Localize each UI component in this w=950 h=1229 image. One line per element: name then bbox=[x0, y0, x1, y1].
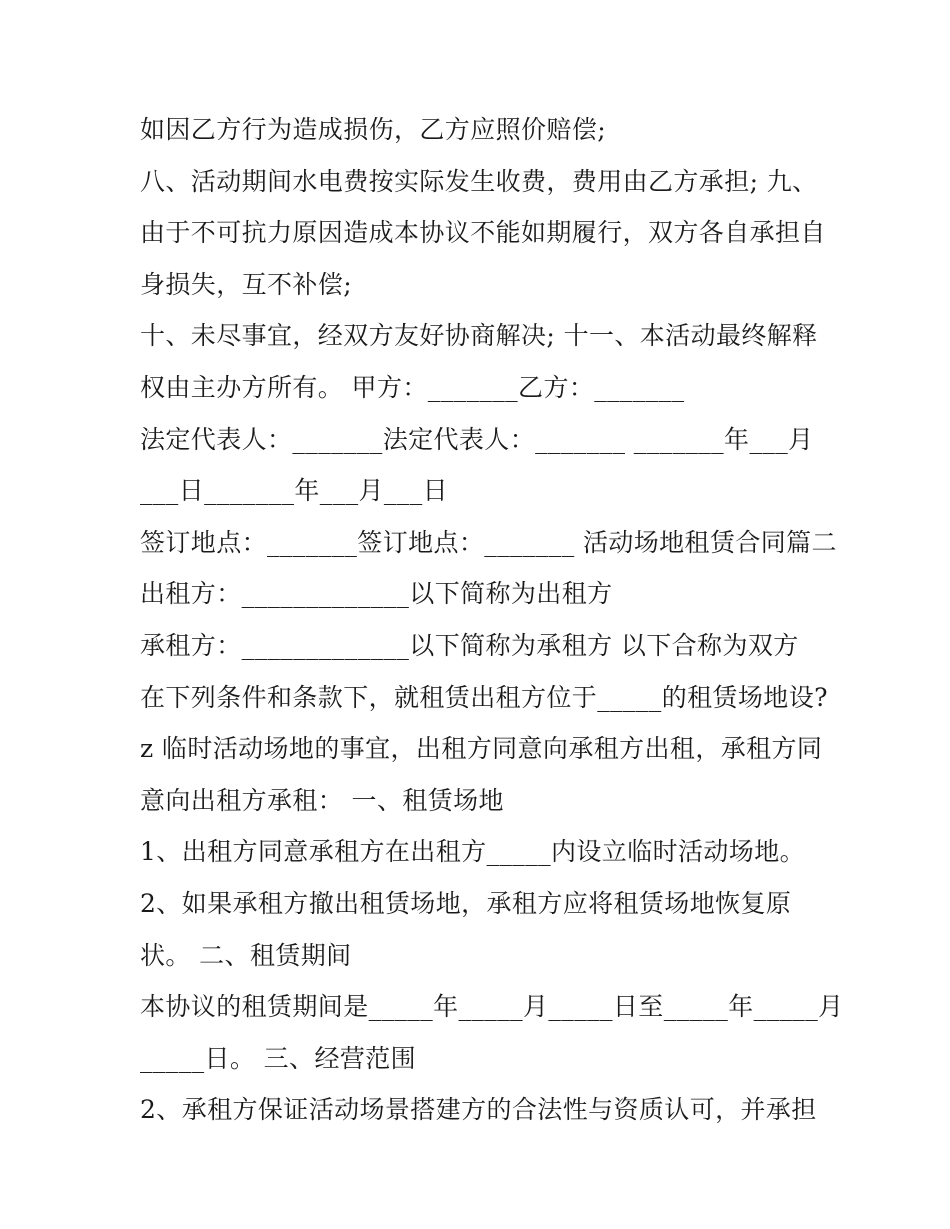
text-line: 2、承租方保证活动场景搭建方的合法性与资质认可，并承担 bbox=[140, 1095, 817, 1125]
text-line: 由于不可抗力原因造成本协议不能如期履行，双方各自承担自 bbox=[140, 218, 826, 248]
text-line: 意向出租方承租： 一、租赁场地 bbox=[140, 785, 504, 815]
text-line: _____日。 三、经营范围 bbox=[140, 1043, 417, 1073]
text-line: 签订地点：_______签订地点：_______ 活动场地租赁合同篇二 bbox=[140, 527, 837, 557]
text-line: 承租方：_____________以下简称为承租方 以下合称为双方 bbox=[140, 630, 799, 660]
text-line: 出租方：_____________以下简称为出租方 bbox=[140, 579, 613, 609]
text-line: 本协议的租赁期间是_____年_____月_____日至_____年_____月 bbox=[140, 992, 844, 1022]
text-line: 如因乙方行为造成损伤，乙方应照价赔偿; bbox=[140, 115, 607, 144]
text-line: 2、如果承租方撤出租赁场地，承租方应将租赁场地恢复原 bbox=[140, 888, 792, 918]
text-line: ___日_______年___月___日 bbox=[140, 476, 449, 506]
text-line: 状。 二、租赁期间 bbox=[140, 940, 352, 970]
text-line: z 临时活动场地的事宜，出租方同意向承租方出租，承租方同 bbox=[140, 734, 823, 764]
text-line: 1、出租方同意承租方在出租方_____内设立临时活动场地。 bbox=[140, 837, 806, 867]
document-body bbox=[140, 104, 844, 1136]
text-line: 在下列条件和条款下，就租赁出租方位于_____的租赁场地设? bbox=[140, 682, 828, 712]
text-line: 八、活动期间水电费按实际发生收费，费用由乙方承担; 九、 bbox=[140, 166, 818, 196]
text-line: 身损失，互不补偿; bbox=[140, 269, 353, 299]
text-line: 十、未尽事宜，经双方友好协商解决; 十一、本活动最终解释 bbox=[140, 321, 818, 351]
text-line: 法定代表人：_______法定代表人：_______ _______年___月 bbox=[140, 424, 814, 454]
text-line: 权由主办方所有。 甲方：_______乙方：_______ bbox=[140, 372, 685, 402]
